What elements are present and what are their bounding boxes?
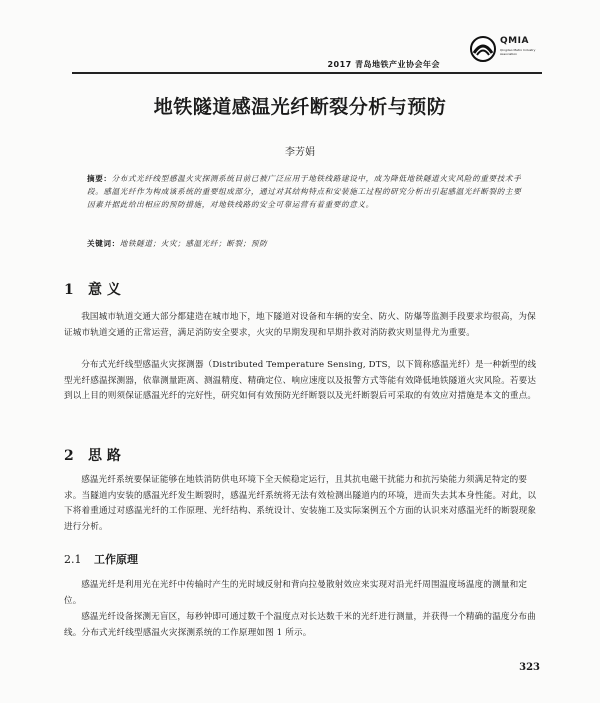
paragraph: 感温光纤系统要保证能够在地铁消防供电环境下全天候稳定运行，且其抗电磁干扰能力和抗污染能力须满足特定的要求。当隧道内安装的感温光纤发生断裂时，感温光纤系统将无法有效检测出隧道内的环境，进而失去其本身性能。对此，以下将着重通过对感温光纤的工作原理、光纤结构、系统设计、安装施工及实际案例五个方面的认识来对感温光纤的断裂现象进行分析。 [64,475,537,532]
paper-author: 李芳娟 [285,147,315,158]
paper-title: 地铁隧道感温光纤断裂分析与预防 [153,96,447,118]
abstract-text: 分布式光纤线型感温火灾探测系统目前已被广泛应用于地铁线路建设中，成为降低地铁隧道火灾风险的重要技术手段。感温光纤作为构成该系统的重要组成部分，通过对其结构特点和安装施工过程的研究分析出引起感温光纤断裂的主要因素并据此给出相应的预防措施，对地铁线路的安全可靠运营有着重要的意义。 [87,174,522,209]
keywords-label: 关键词： [87,239,120,248]
subsection-title: 工作原理 [94,553,138,566]
paragraph: 分布式光纤线型感温火灾探测器（Distributed Temperature Sensing, DTS，以下简称感温光纤）是一种新型的线型光纤感温探测器，依靠测量距离、测温精度、精确定位、响应速度以及报警方式等能有效降低地铁隧道火灾风险。若要达到以上目的则须保证感温光纤的完好性，研究如何有效预防光纤断裂以及光纤断裂后可采取的有效应对措施是本文的重点。 [64,360,537,401]
keywords [87,238,523,249]
logo-subtitle: Qingdao Metro Industry Association [500,48,536,56]
paragraph: 我国城市轨道交通大部分都建造在城市地下，地下隧道对设备和车辆的安全、防火、防爆等监测手段要求均很高，为保证城市轨道交通的正常运营，满足消防安全要求，火灾的早期发现和早期扑救对消防救灾则显得尤为重要。 [64,312,536,338]
qmia-logo [468,34,550,78]
conference-title: 2017 青岛地铁产业协会年会 [327,60,440,69]
keywords-text: 地铁隧道；火灾；感温光纤；断裂；预防 [119,239,268,248]
section-number: 1 [64,282,74,298]
section-number: 2 [64,448,74,464]
subsection-number: 2.1 [64,553,82,566]
abstract-label: 摘要： [87,174,112,183]
paragraph: 感温光纤是利用光在光纤中传输时产生的光时域反射和背向拉曼散射效应来实现对沿光纤周围温度场温度的测量和定位。 [64,580,528,606]
logo-emblem-icon [468,34,498,64]
paragraph: 感温光纤设备探测无盲区，每秒钟即可通过数千个温度点对长达数千米的光纤进行测量，并获得一个精确的温度分布曲线。分布式光纤线型感温火灾探测系统的工作原理如图 1 所示。 [64,612,536,638]
section-title: 思 路 [88,448,121,464]
subsection-heading [64,551,138,567]
section-heading [64,445,121,465]
section-heading [64,279,121,299]
section-title: 意 义 [88,282,121,298]
logo-name: QMIA [500,36,529,46]
page-number: 323 [519,662,540,673]
abstract [87,172,523,211]
